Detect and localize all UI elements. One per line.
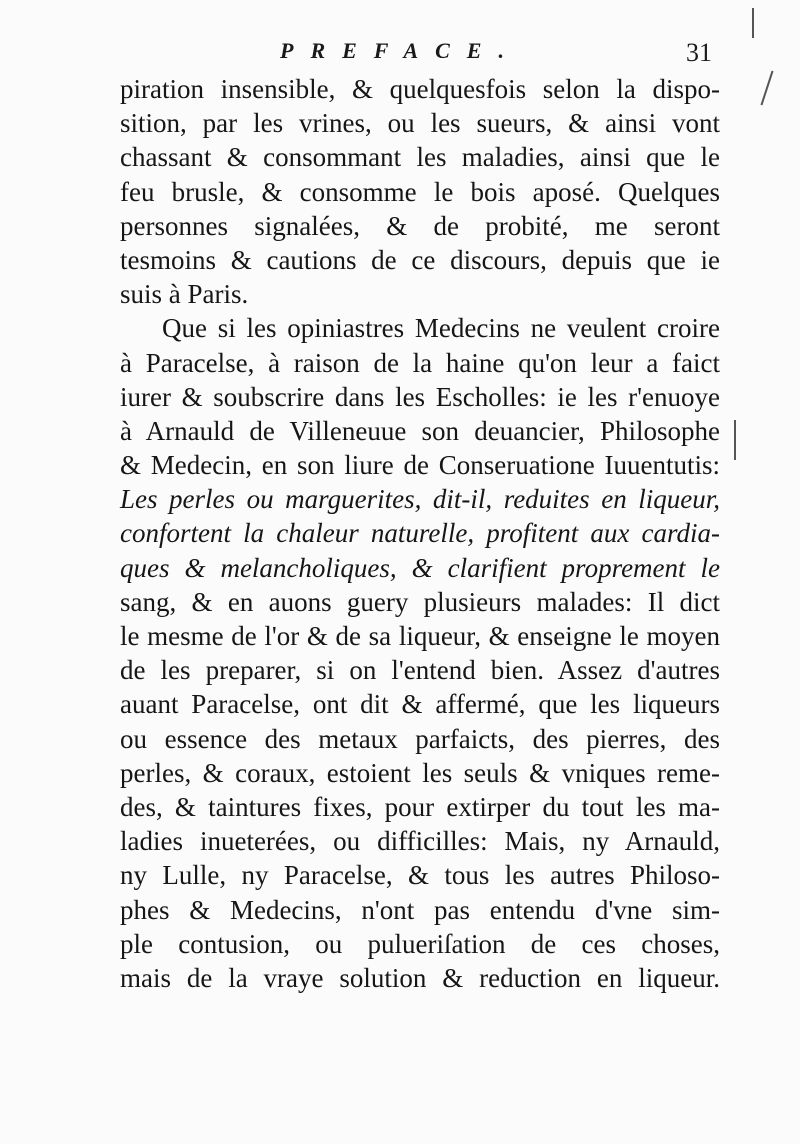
text-line: mais de la vraye solution & reduction en liqueur.: [120, 962, 720, 993]
quotation-line: ques & melancholiques, & clarifient proprement le: [120, 552, 720, 583]
text-line: sition, par les vrines, ou les sueurs, & ainsi vont: [120, 108, 720, 139]
text-line: tesmoins & cautions de ce discours, depuis que ie: [120, 244, 720, 275]
page-number: 31: [686, 38, 712, 67]
text-line: feu brusle, & consomme le bois aposé. Quelques: [120, 176, 720, 207]
text-line: ny Lulle, ny Paracelse, & tous les autres Philoso-: [120, 860, 720, 891]
running-title: PREFACE.: [280, 38, 521, 63]
bleed-through-text: [120, 995, 720, 1027]
text-line: suis à Paris.: [120, 279, 249, 310]
text-line: ple contusion, ou pulueriſation de ces choses,: [120, 928, 720, 959]
text-line: ladies inueterées, ou difficilles: Mais, ny Arnauld,: [120, 826, 720, 857]
quotation-line: Les perles ou marguerites, dit-il, reduites en liqueur,: [120, 484, 720, 515]
bleed-through-line: [120, 995, 720, 1027]
text-line: personnes signalées, & de probité, me seront: [120, 210, 720, 241]
margin-mark: [760, 71, 773, 106]
quotation-line: confortent la chaleur naturelle, profitent aux cardia-: [120, 518, 720, 549]
margin-mark: [752, 8, 754, 38]
text-line: iurer & soubscrire dans les Escholles: ie les r'enuoye: [120, 381, 720, 412]
text-line: ou essence des metaux parfaicts, des pierres, des: [120, 723, 720, 754]
text-line: chassant & consommant les maladies, ainsi que le: [120, 142, 720, 173]
text-line: à Arnauld de Villeneuue son deuancier, Philosophe: [120, 415, 720, 446]
text-line: à Paracelse, à raison de la haine qu'on leur a faict: [120, 347, 720, 378]
text-line: le mesme de l'or & de sa liqueur, & enseigne le moyen: [120, 621, 720, 651]
paragraph-start-line: Que si les opiniastres Medecins ne veulent croire: [162, 313, 720, 344]
text-line: piration insensible, & quelquesfois selon la dispo-: [120, 74, 720, 104]
text-line: phes & Medecins, n'ont pas entendu d'vne sim-: [120, 894, 720, 925]
text-line: perles, & coraux, estoient les seuls & vniques reme-: [120, 757, 720, 788]
text-line: & Medecin, en son liure de Conseruatione Iuuentutis:: [120, 450, 720, 481]
text-line: de les preparer, si on l'entend bien. Assez d'autres: [120, 655, 720, 686]
text-line: auant Paracelse, ont dit & affermé, que les liqueurs: [120, 689, 720, 720]
text-line: des, & taintures fixes, pour extirper du tout les ma-: [120, 791, 720, 822]
page-header: [0, 38, 800, 74]
margin-mark: [734, 420, 736, 460]
body-text: [120, 72, 720, 995]
text-line: sang, & en auons guery plusieurs malades: Il dict: [120, 586, 720, 617]
